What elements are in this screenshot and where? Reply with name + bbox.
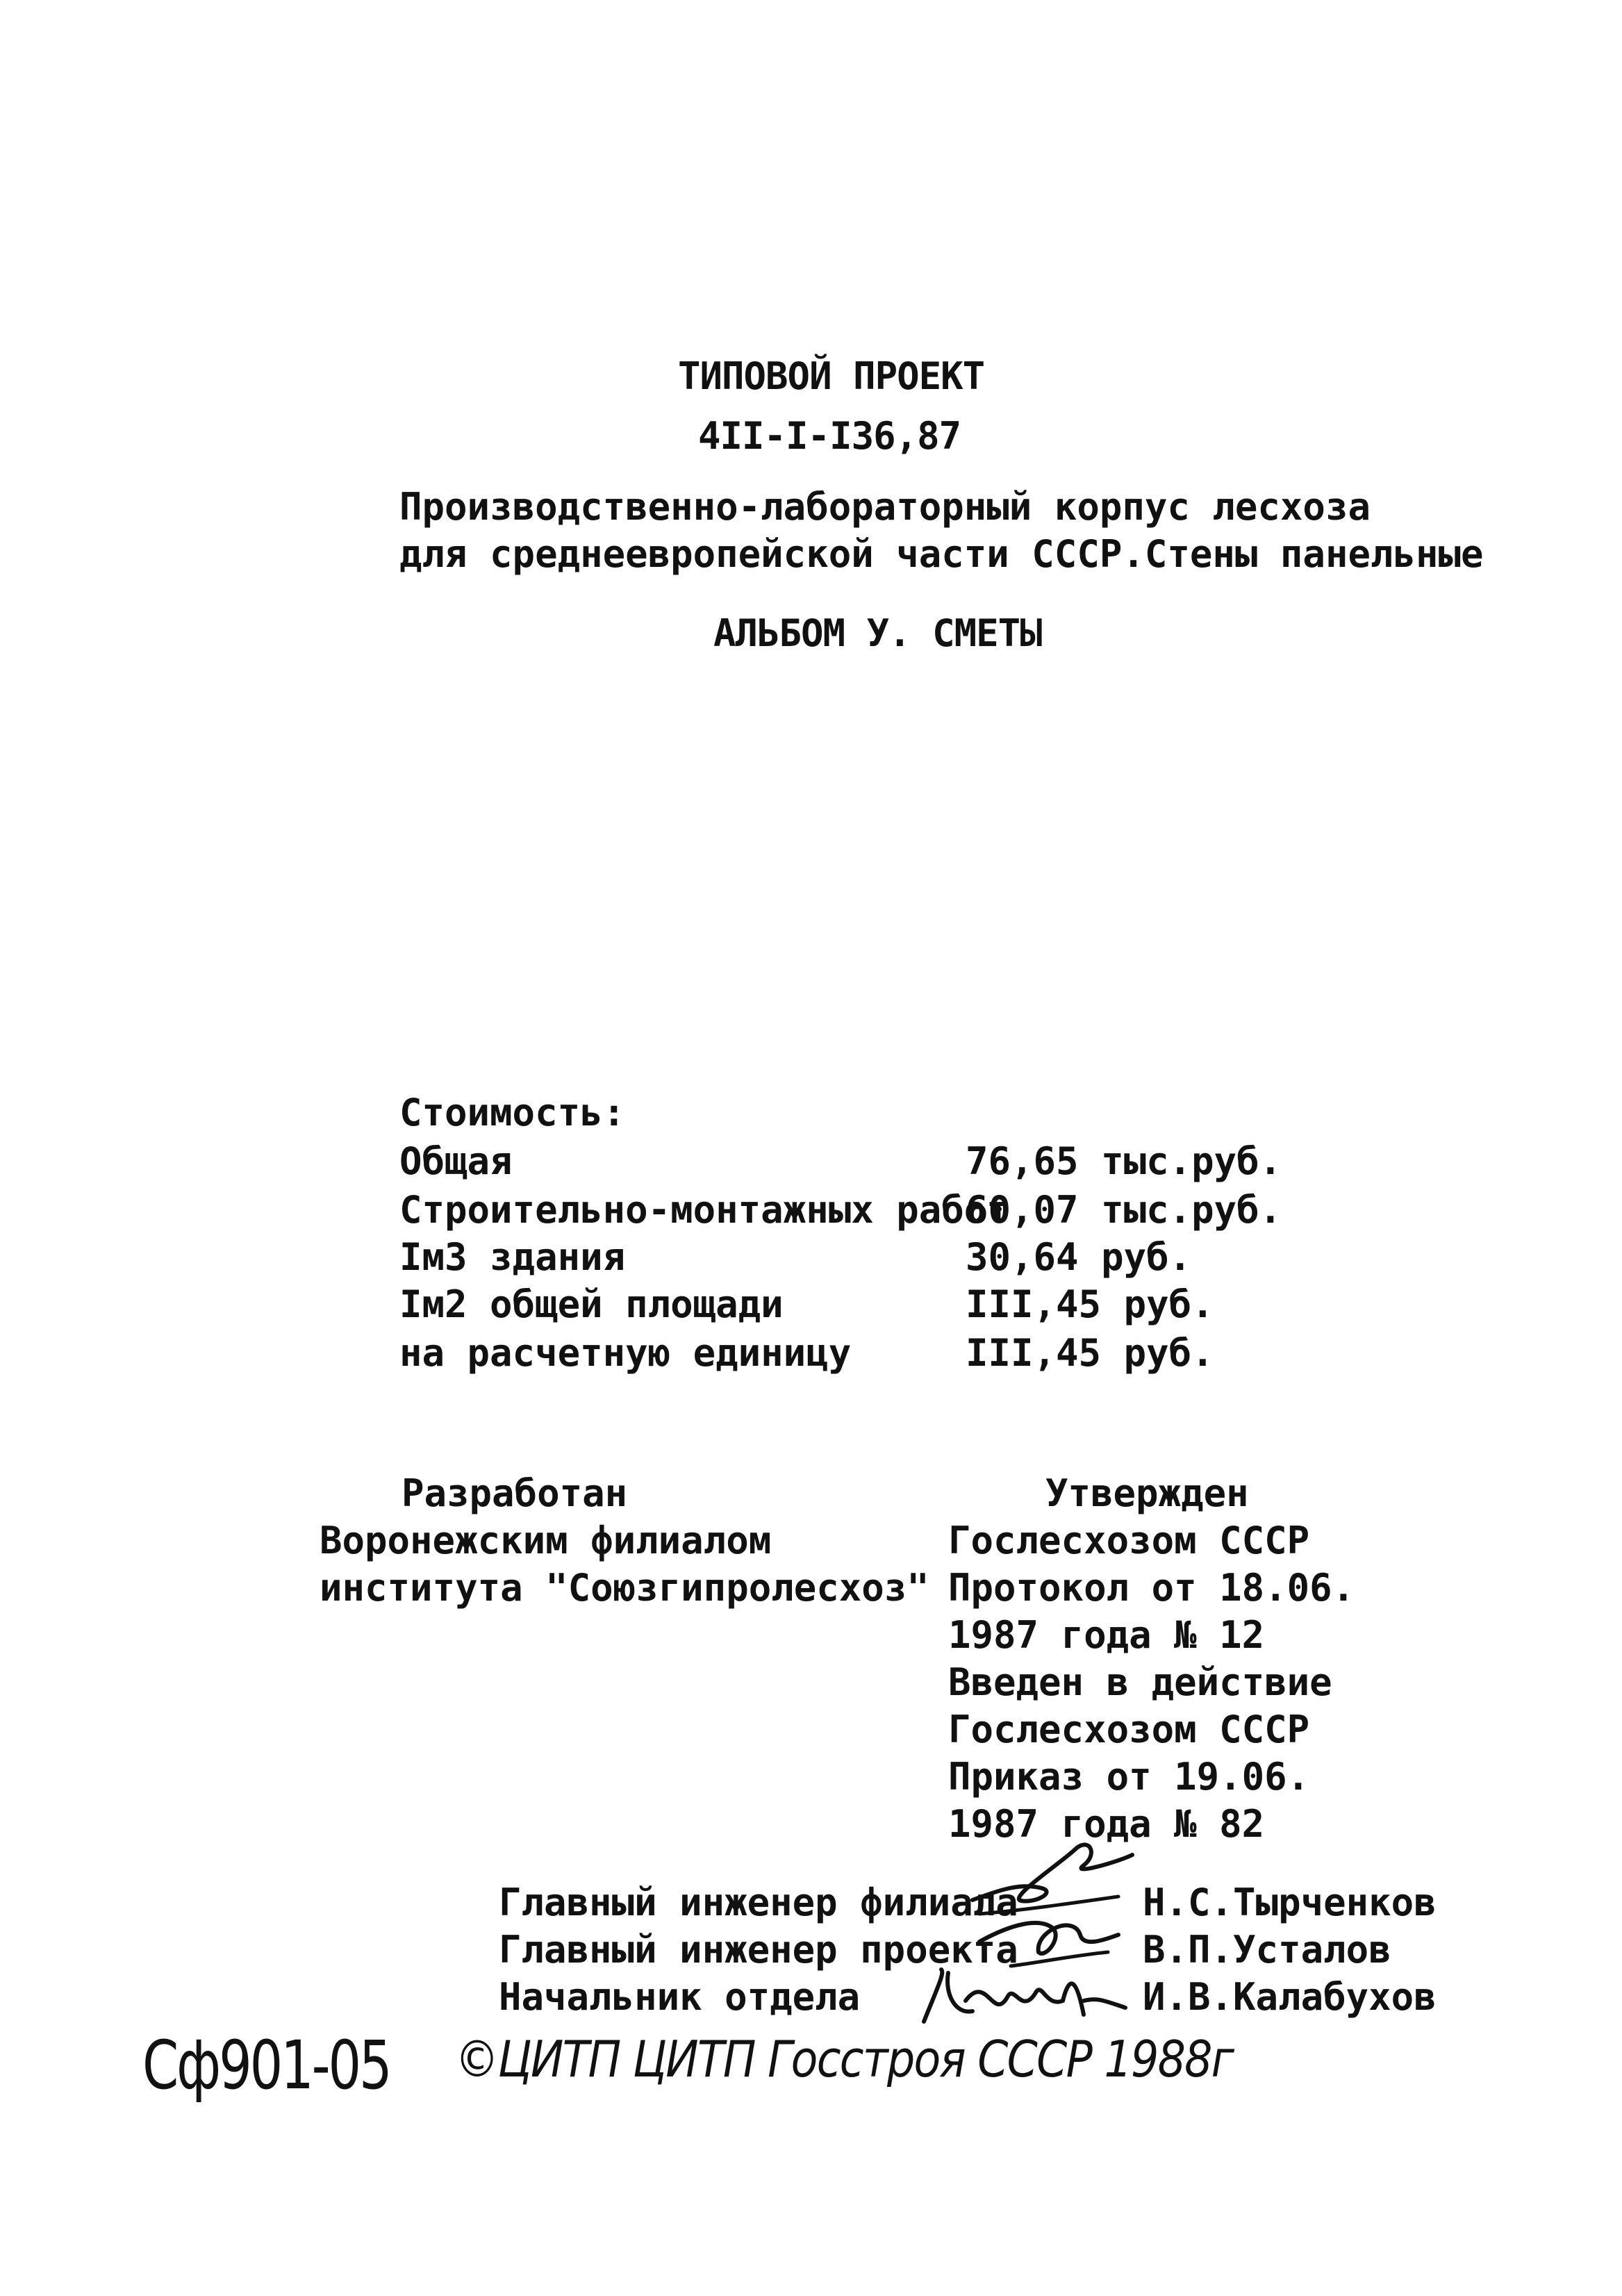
- cost-label-total: Общая: [399, 1139, 513, 1183]
- developed-heading: Разработан: [402, 1471, 628, 1515]
- approved-line1: Гослесхозом СССР: [948, 1519, 1310, 1562]
- cost-value-construction: 60,07 тыс.руб.: [966, 1188, 1282, 1232]
- project-subtitle-line2: для среднеевропейской части СССР.Стены панельные: [399, 532, 1484, 576]
- developed-line1: Воронежским филиалом: [320, 1519, 772, 1562]
- approved-line6: Приказ от 19.06.: [948, 1755, 1310, 1799]
- approved-line5: Гослесхозом СССР: [948, 1708, 1310, 1751]
- signature-name-2: В.П.Усталов: [1143, 1928, 1391, 1972]
- document-code: Сф901-05: [142, 2026, 390, 2104]
- signature-role-3: Начальник отдела: [499, 1975, 861, 2019]
- cost-value-per-m3: 30,64 руб.: [966, 1235, 1192, 1279]
- signature-role-1: Главный инженер филиала: [499, 1881, 1018, 1924]
- cost-heading: Стоимость:: [399, 1091, 626, 1134]
- copyright-stamp: ©ЦИТП ЦИТП Госстроя СССР 1988г: [455, 2030, 1234, 2088]
- album-title: АЛЬБОМ У. СМЕТЫ: [713, 611, 1042, 655]
- project-title: ТИПОВОЙ ПРОЕКТ: [678, 354, 985, 398]
- approved-heading: Утвержден: [1045, 1471, 1249, 1515]
- developed-line2: института "Союзгипролесхоз": [320, 1566, 929, 1610]
- cost-label-construction: Строительно-монтажных работ: [399, 1188, 1009, 1232]
- project-subtitle-line1: Производственно-лабораторный корпус лесхоза: [399, 485, 1371, 529]
- signature-role-2: Главный инженер проекта: [499, 1928, 1018, 1972]
- cost-value-total: 76,65 тыс.руб.: [966, 1139, 1282, 1183]
- cost-label-per-m2: Iм2 общей площади: [399, 1282, 784, 1326]
- approved-line2: Протокол от 18.06.: [948, 1566, 1355, 1610]
- handwritten-signature-3: [917, 1959, 1139, 2035]
- signature-name-1: Н.С.Тырченков: [1143, 1881, 1437, 1924]
- approved-line4: Введен в действие: [948, 1660, 1332, 1704]
- project-number: 4II-I-I36,87: [698, 414, 961, 458]
- approved-line3: 1987 года № 12: [948, 1613, 1265, 1657]
- cost-label-per-m3: Iм3 здания: [399, 1235, 626, 1279]
- cost-label-per-unit: на расчетную единицу: [399, 1331, 852, 1375]
- signature-name-3: И.В.Калабухов: [1143, 1975, 1437, 2019]
- cost-value-per-m2: III,45 руб.: [966, 1282, 1214, 1326]
- approved-line7: 1987 года № 82: [948, 1802, 1265, 1846]
- cost-value-per-unit: III,45 руб.: [966, 1331, 1214, 1375]
